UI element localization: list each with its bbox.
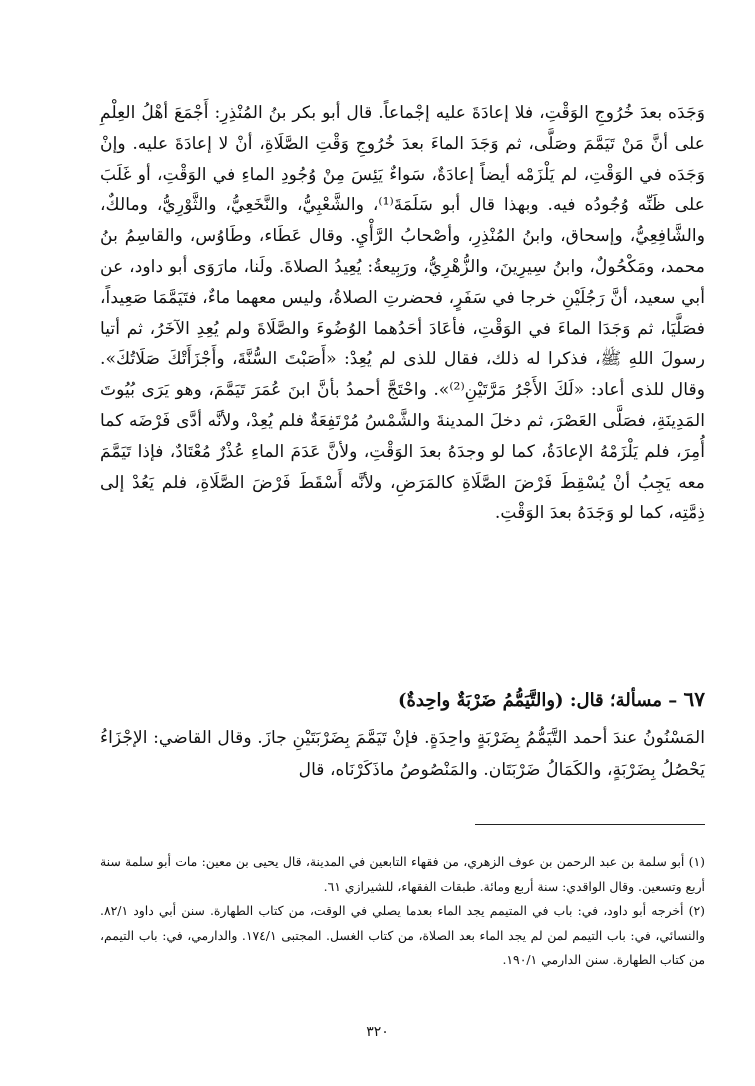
page-number: ٣٢٠ xyxy=(366,1024,389,1040)
section-number: ٦٧ xyxy=(683,687,705,711)
footnote-divider xyxy=(475,824,705,825)
section-paragraph: المَسْنُونُ عندَ أحمد التَّيَمُّمُ بِضَرْبَةٍ واحِدَةٍ. فإنْ تَيَمَّمَ بِضَرْبَتَيْنِ جازَ. وقال القاضي: الإجْزَاءُ يَحْصُلُ بِضَرْبَةٍ، والكَمَالُ ضَرْبَتَان. والمَنْصُوصُ ماذَكَرْنَاه، قال xyxy=(100,728,705,780)
footnote-2: (٢) أخرجه أبو داود، في: باب في المتيمم يجد الماء بعدما يصلي في الوقت، من كتاب الطهارة. سنن أبي داود ٨٢/١. والنسائي، في: باب التيمم لمن لم يجد الماء بعد الصلاة، من كتاب الغسل. المجتبى ١٧٤/١. والدارمي، في: باب التيمم، من كتاب الطهارة. سنن الدارمي ١٩٠/١. xyxy=(100,903,705,967)
footnotes xyxy=(100,850,705,973)
section-quote: (والتَّيَمُّمُ ضَرْبَةٌ واحِدةٌ) xyxy=(397,690,564,711)
section-heading xyxy=(100,686,705,714)
section-text-block xyxy=(100,722,705,786)
main-paragraph: وَجَدَه بعدَ خُرُوجِ الوَقْتِ، فلا إعادَةَ عليه إجْماعاً. قال أبو بكر بنُ المُنْذِرِ: أَجْمَعَ أهْلُ العِلْمِ على أنَّ مَنْ تَيَمَّمَ وصَلَّى، ثم وَجَدَ الماءَ بعدَ خُرُوجِ وَقْتِ الصَّلَاةِ، أنْ لا إعادَةَ عليه. وإنْ وَجَدَه في الوَقْتِ، لم يَلْزَمْه أيضاً إعادَةٌ، سَواءٌ يَئِسَ مِنْ وُجُودِ الماءِ في الوَقْتِ، أو غَلَبَ على ظَنِّه وُجُودُه فيه. وبهذا قال أبو سَلَمَةَ⁽¹⁾، والشَّعْبِيُّ، والنَّخَعِيُّ، والثَّوْرِيُّ، ومالكٌ، والشَّافِعِيُّ، وإسحاق، وابنُ المُنْذِرِ، وأصْحابُ الرَّأْيِ. وقال عَطَاء، وطَاوُس، والقاسِمُ بنُ محمد، ومَكْحُولٌ، وابنُ سِيرِينَ، والزُّهْرِيُّ، ورَبِيعةُ: يُعِيدُ الصلاةَ. ولَنا، مارَوَى أبو داود، عن أبي سعيد، أنَّ رَجُلَيْنِ خرجا في سَفَرٍ، فحضرتِ الصلاةُ، وليس معهما ماءٌ، فتَيَمَّمَا صَعِيداً، فصَلَّيَا، ثم وَجَدَا الماءَ في الوَقْتِ، فأعَادَ أحَدُهما الوُضُوءَ والصَّلَاةَ ولم يُعِدِ الآخَرُ، ثم أتيا رسولَ اللهِ ﷺ، فذكرا له ذلك، فقال للذى لم يُعِدْ: «أَصَبْتَ السُّنَّةَ، وأَجْزَأَتْكَ صَلَاتُكَ». وقال للذى أعاد: «لَكَ الأَجْرُ مَرَّتَيْنِ⁽²⁾». واحْتَجَّ أحمدُ بأنَّ ابنَ عُمَرَ تَيَمَّمَ، وهو يَرَى بُيُوتَ المَدِينَةِ، فصَلَّى العَصْرَ، ثم دخلَ المدينةَ والشَّمْسُ مُرْتَفِعَةٌ فلم يُعِدْ، ولأنَّه أدَّى فَرْضَه كما أُمِرَ، فلم يَلْزَمْهُ الإعادَةُ، كما لو وجدَهُ بعدَ الوَقْتِ، ولأنَّ عَدَمَ الماءِ عُذْرٌ مُعْتَادٌ، فإذا تَيَمَّمَ معه يَجِبُ أنْ يُسْقِطَ فَرْضَ الصَّلَاةِ كالمَرَضِ، ولأنَّه أَسْقَطَ فَرْضَ الصَّلَاةِ، فلم يَعُدْ إلى ذِمَّتِه، كما لو وَجَدَهُ بعدَ الوَقْتِ. xyxy=(100,103,705,524)
main-text-block xyxy=(100,98,705,529)
footnote-1: (١) أبو سلمة بن عبد الرحمن بن عوف الزهري، من فقهاء التابعين في المدينة، قال يحيى بن معين: مات أبو سلمة سنة أربع وتسعين. وقال الواقدي: سنة أربع ومائة. طبقات الفقهاء، للشيرازي ٦١. xyxy=(100,854,705,894)
section-label: – مسألة؛ قال: xyxy=(569,690,678,711)
